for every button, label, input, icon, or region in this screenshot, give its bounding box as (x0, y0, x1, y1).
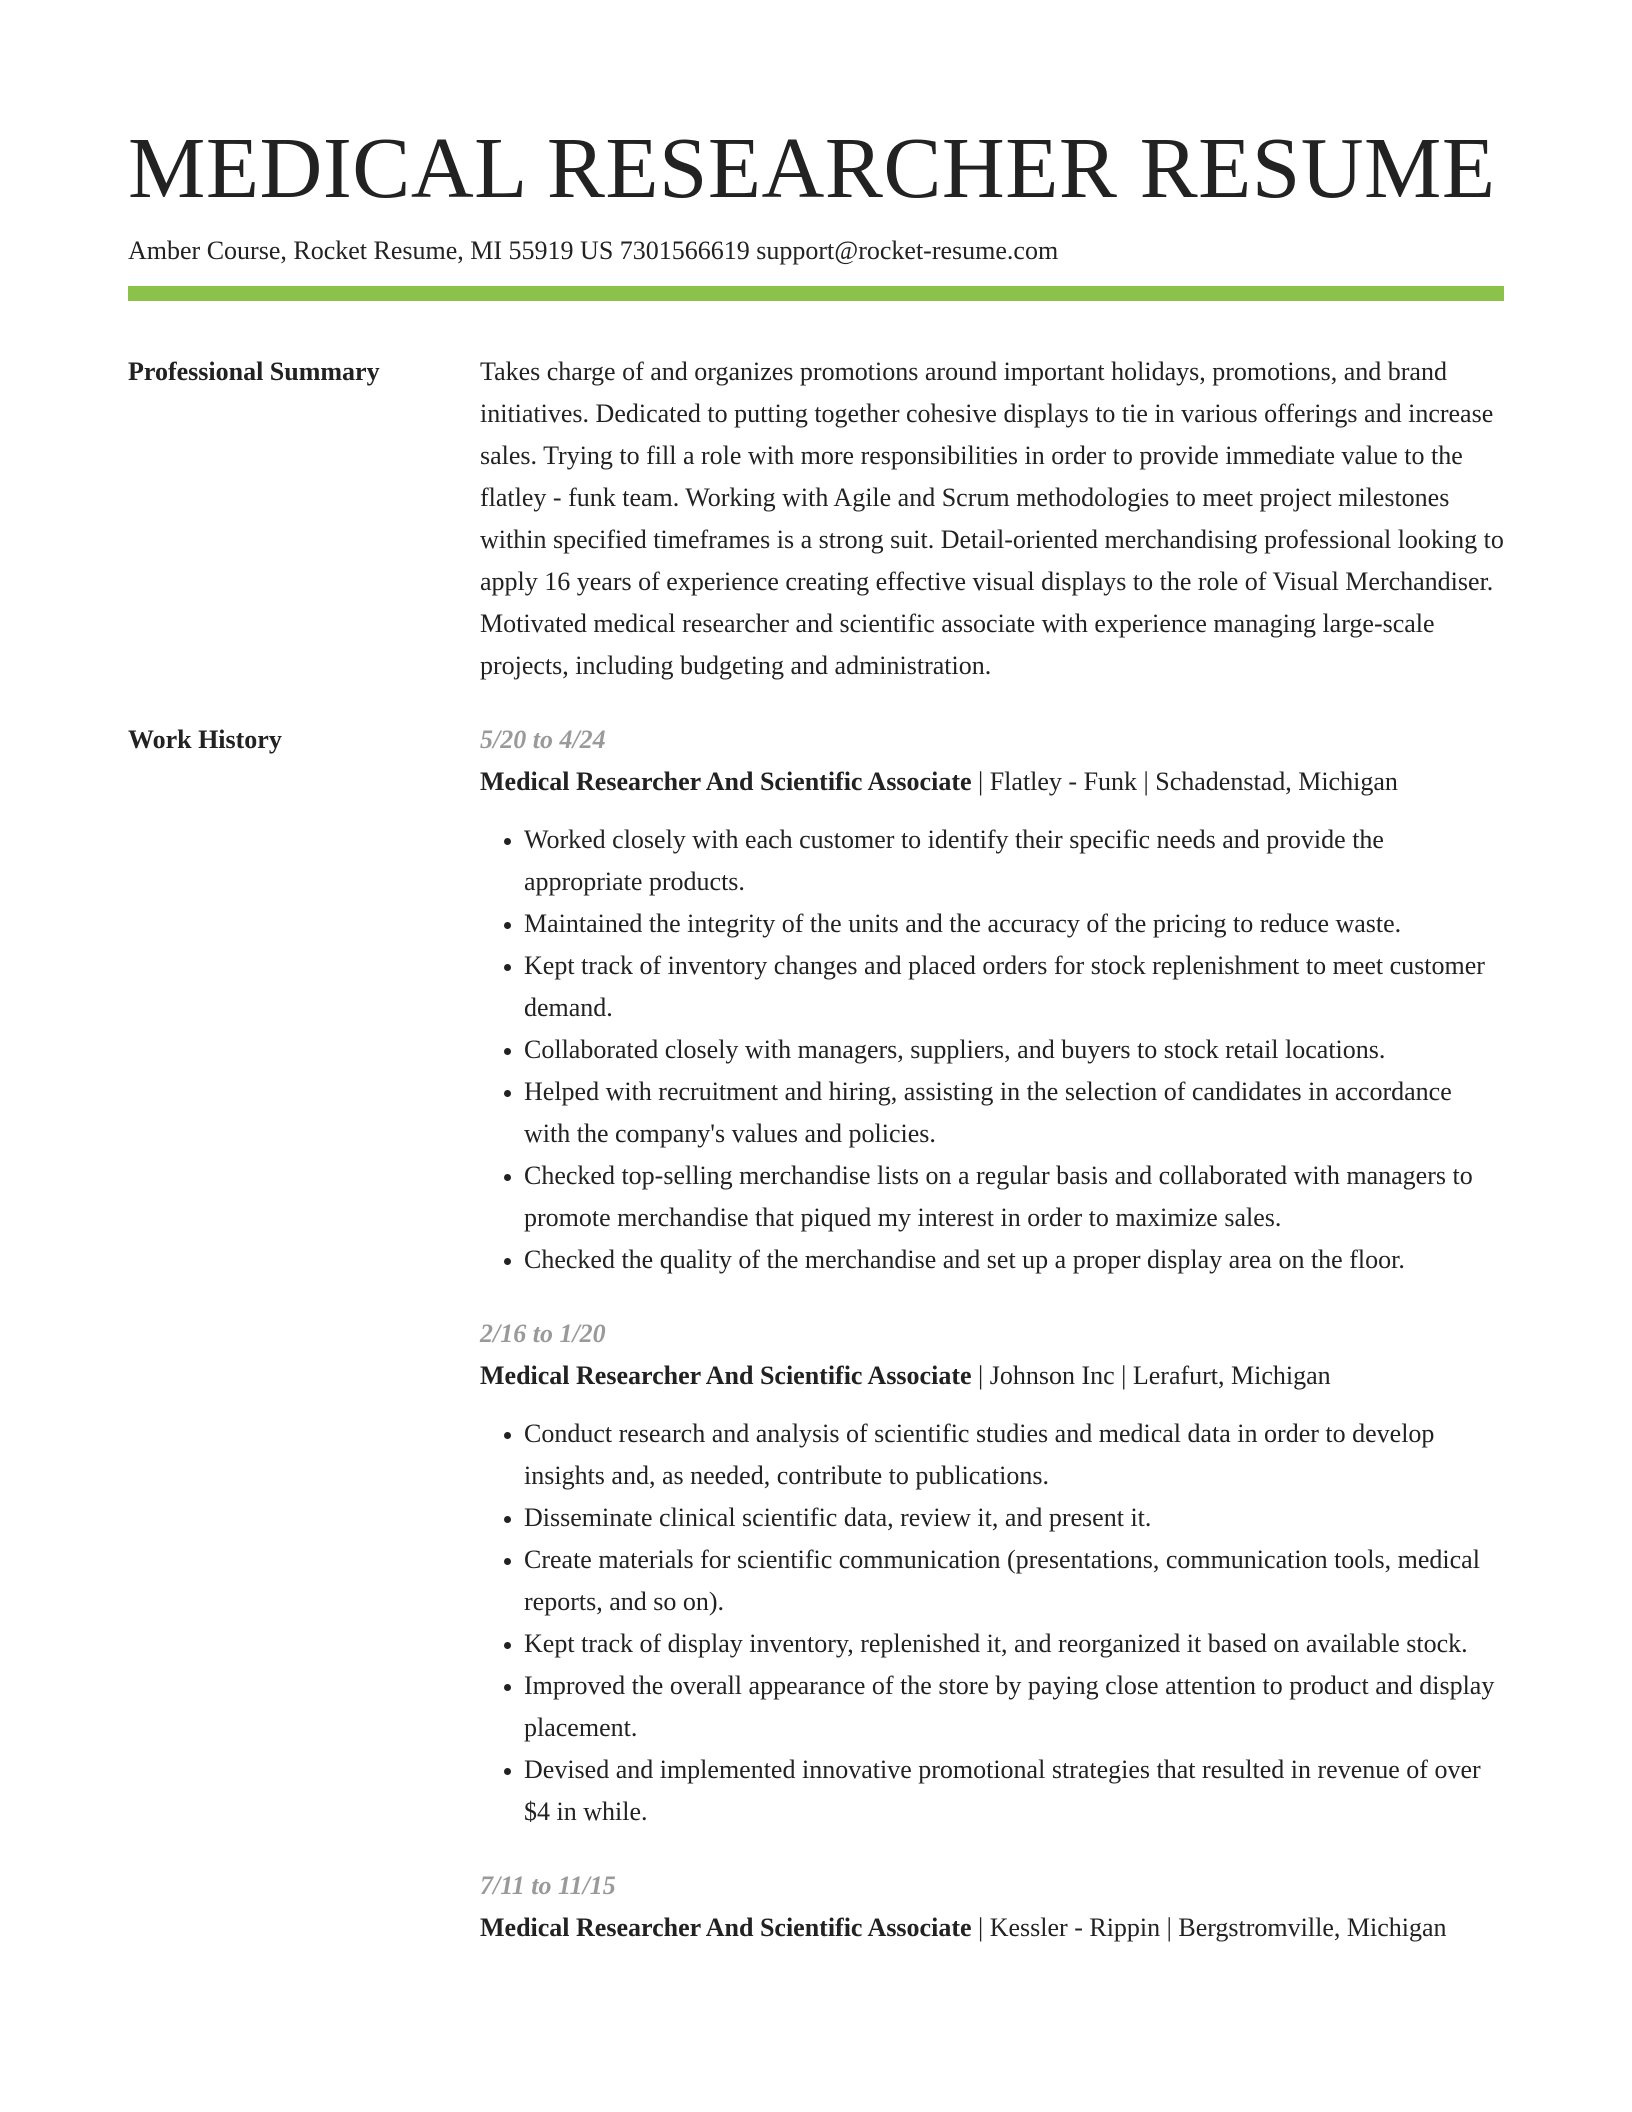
summary-text: Takes charge of and organizes promotions around important holidays, promotions, and brand initiatives. Dedicated to putting together cohesive displays to tie in various offerings and increase sales. Trying to fill a role with more responsibilities in order to provide immediate value to the flatley - funk team. Working with Agile and Scrum methodologies to meet project milestones within specified timeframes is a strong suit. Detail-oriented merchandising professional looking to apply 16 years of experience creating effective visual displays to the role of Visual Merchandiser. Motivated medical researcher and scientific associate with experience managing large-scale projects, including budgeting and administration. (480, 357, 1504, 680)
summary-body (480, 351, 1504, 687)
job-entry (480, 1313, 1504, 1833)
job-title: Medical Researcher And Scientific Associate (480, 1913, 972, 1942)
summary-label: Professional Summary (128, 357, 380, 386)
job-dates: 5/20 to 4/24 (480, 725, 606, 754)
job-title: Medical Researcher And Scientific Associate (480, 1361, 972, 1390)
job-bullet: • Devised and implemented innovative promotional strategies that resulted in revenue of over $4 in while. (524, 1749, 1504, 1833)
job-bullet: • Collaborated closely with managers, suppliers, and buyers to stock retail locations. (524, 1029, 1504, 1071)
job-dates: 7/11 to 11/15 (480, 1871, 616, 1900)
job-details: | Johnson Inc | Lerafurt, Michigan (971, 1361, 1331, 1390)
job-bullet-list (480, 819, 1504, 1281)
resume-title: MEDICAL RESEARCHER RESUME (128, 119, 1496, 216)
job-details: | Kessler - Rippin | Bergstromville, Michigan (971, 1913, 1447, 1942)
job-bullet: • Kept track of display inventory, replenished it, and reorganized it based on available stock. (524, 1623, 1504, 1665)
job-heading (480, 761, 1504, 803)
job-details: | Flatley - Funk | Schadenstad, Michigan (971, 767, 1398, 796)
work-history-body (480, 719, 1504, 1981)
contact-line: Amber Course, Rocket Resume, MI 55919 US 7301566619 support@rocket-resume.com (128, 236, 1059, 265)
work-history-label: Work History (128, 725, 282, 754)
job-bullet: • Checked top-selling merchandise lists on a regular basis and collaborated with managers to promote merchandise that piqued my interest in order to maximize sales. (524, 1155, 1504, 1239)
job-bullet: • Conduct research and analysis of scientific studies and medical data in order to develop insights and, as needed, contribute to publications. (524, 1413, 1504, 1497)
job-entry (480, 1865, 1504, 1949)
job-bullet: • Helped with recruitment and hiring, assisting in the selection of candidates in accordance with the company's values and policies. (524, 1071, 1504, 1155)
summary-section (128, 351, 1504, 687)
job-bullet: • Worked closely with each customer to identify their specific needs and provide the appropriate products. (524, 819, 1504, 903)
work-history-section (128, 719, 1504, 1981)
accent-divider (128, 286, 1504, 301)
job-bullet: • Improved the overall appearance of the store by paying close attention to product and display placement. (524, 1665, 1504, 1749)
job-bullet: • Disseminate clinical scientific data, review it, and present it. (524, 1497, 1504, 1539)
job-bullet: • Create materials for scientific communication (presentations, communication tools, medical reports, and so on). (524, 1539, 1504, 1623)
job-title: Medical Researcher And Scientific Associate (480, 767, 972, 796)
job-dates: 2/16 to 1/20 (480, 1319, 606, 1348)
job-heading (480, 1907, 1504, 1949)
job-entry (480, 719, 1504, 1281)
job-bullet: • Checked the quality of the merchandise and set up a proper display area on the floor. (524, 1239, 1504, 1281)
resume-page (128, 118, 1504, 1981)
job-bullet-list (480, 1413, 1504, 1833)
job-bullet: • Kept track of inventory changes and placed orders for stock replenishment to meet customer demand. (524, 945, 1504, 1029)
job-heading (480, 1355, 1504, 1397)
job-bullet: • Maintained the integrity of the units and the accuracy of the pricing to reduce waste. (524, 903, 1504, 945)
